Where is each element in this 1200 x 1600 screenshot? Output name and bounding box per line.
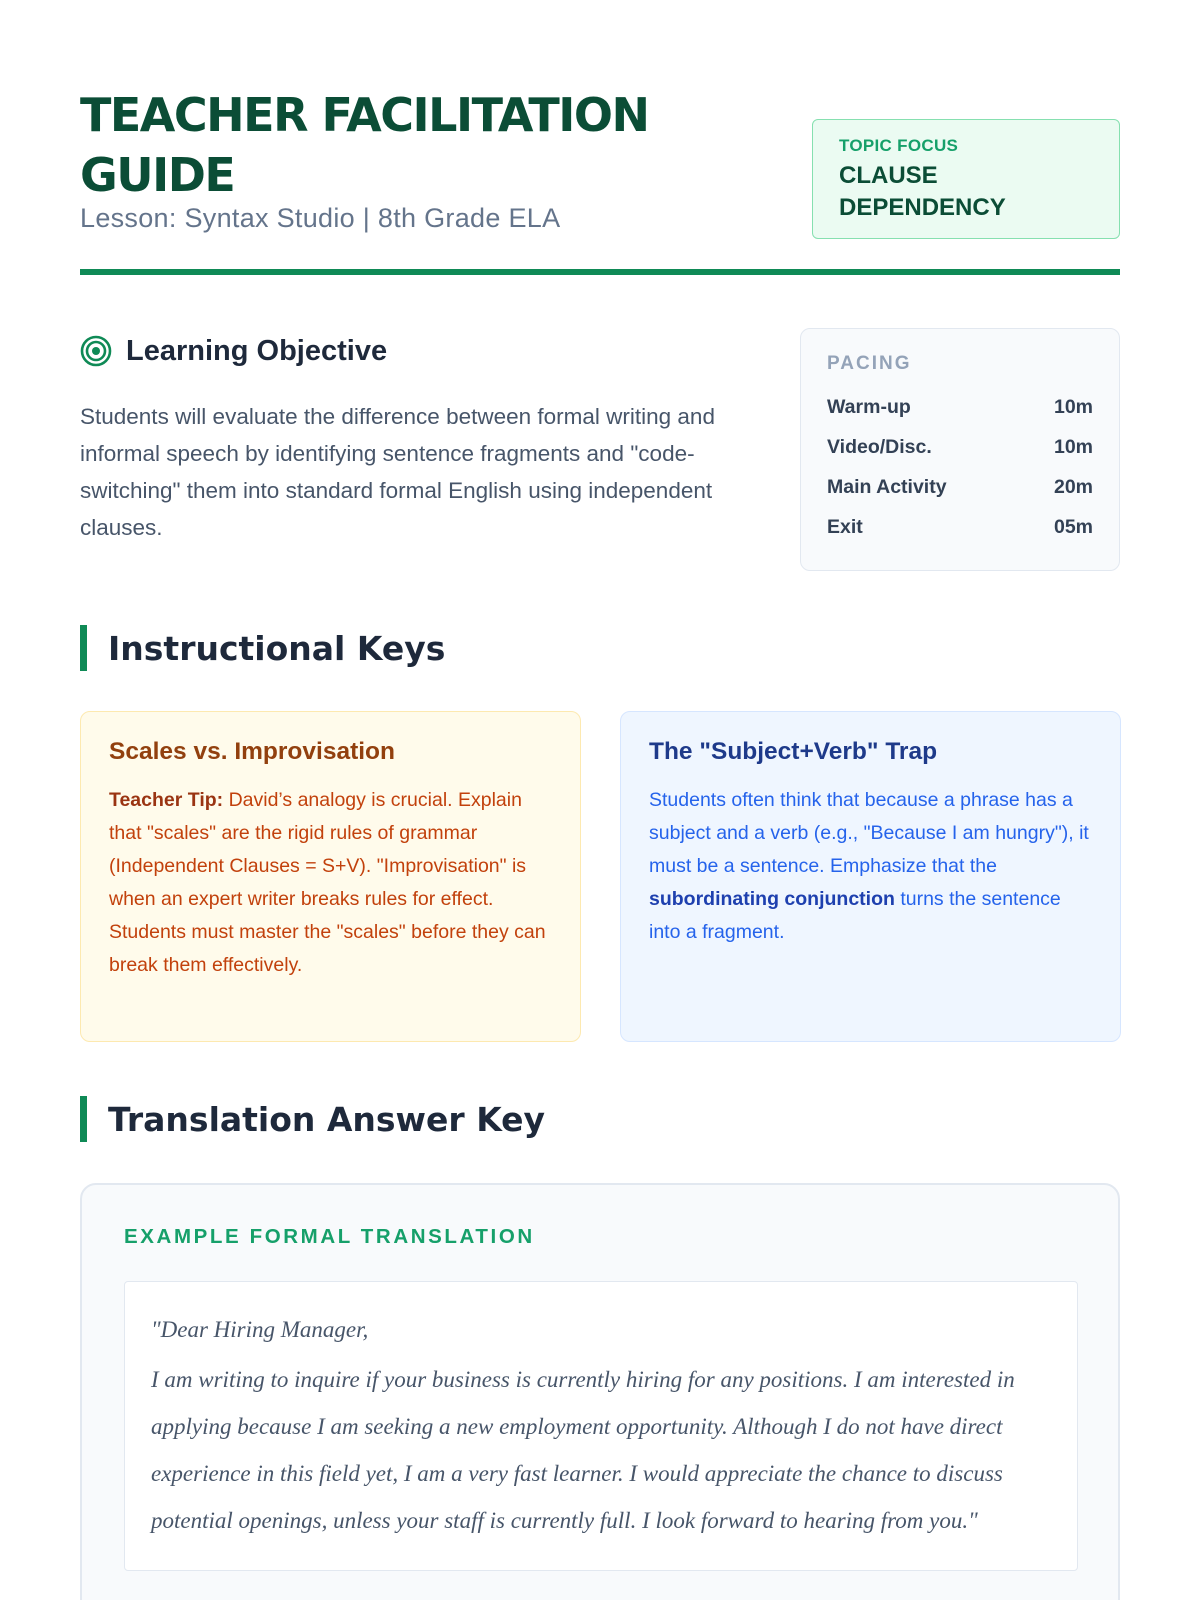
pacing-row-label: Exit	[827, 515, 863, 538]
topic-focus-value-line1: CLAUSE	[839, 162, 938, 189]
page	[80, 0, 1120, 1600]
lesson-subtitle: Lesson: Syntax Studio | 8th Grade ELA	[80, 203, 561, 233]
card-text	[649, 784, 1092, 949]
topic-focus-value-line2: DEPENDENCY	[839, 194, 1006, 221]
pacing-row-label: Warm-up	[827, 395, 911, 418]
pacing-row	[827, 467, 1093, 507]
topic-focus-label: TOPIC FOCUS	[839, 136, 959, 155]
pacing-row-time: 10m	[1053, 435, 1093, 458]
pacing-row	[827, 387, 1093, 427]
card-title: The "Subject+Verb" Trap	[649, 738, 938, 765]
quote-line: potential openings, unless your staff is currently full. I look forward to hearing from you."	[151, 1508, 978, 1533]
scales-improvisation-card	[80, 711, 581, 1042]
pacing-panel	[800, 328, 1120, 571]
quote-line: applying because I am seeking a new employment opportunity. Although I do not have direct	[151, 1414, 1003, 1439]
quote-line: "Dear Hiring Manager,	[151, 1317, 369, 1342]
topic-focus-value	[839, 160, 1093, 224]
card-text-before: Students often think that because a phrase has a subject and a verb (e.g., "Because I am hungry"), it must be a sentence. Emphasize that the	[649, 789, 1089, 877]
objective-text: Students will evaluate the difference between formal writing and informal speech by identifying sentence fragments and "code-switching" them into standard formal English using independent clauses.	[80, 404, 715, 540]
card-title: Scales vs. Improvisation	[109, 738, 395, 765]
pacing-row-label: Video/Disc.	[827, 435, 932, 458]
quote-line: experience in this field yet, I am a very fast learner. I would appreciate the chance to discuss	[151, 1461, 1003, 1486]
page-title: TEACHER FACILITATION GUIDE	[80, 88, 649, 202]
pacing-row-label: Main Activity	[827, 475, 947, 498]
subject-verb-trap-card	[620, 711, 1121, 1042]
pacing-title: PACING	[827, 353, 912, 374]
answer-key-label: EXAMPLE FORMAL TRANSLATION	[124, 1225, 535, 1248]
pacing-row-time: 20m	[1053, 475, 1093, 498]
answer-key-heading: Translation Answer Key	[80, 1096, 545, 1142]
target-icon	[80, 335, 112, 367]
pacing-row	[827, 427, 1093, 467]
teacher-tip-text: David’s analogy is crucial. Explain that "scales" are the rigid rules of grammar (Independent Clauses = S+V). "Improvisation" is when an expert writer breaks rules for effect. Students must master the "scales" before they can break them effectively.	[109, 789, 546, 976]
objective-heading	[80, 333, 387, 369]
topic-focus-badge	[812, 119, 1120, 239]
objective-title: Learning Objective	[126, 334, 388, 367]
document-header	[80, 85, 1120, 275]
pacing-row-time: 10m	[1053, 395, 1093, 418]
card-text	[109, 784, 552, 982]
pacing-row-time: 05m	[1053, 515, 1093, 538]
quote-line: I am writing to inquire if your business is currently hiring for any positions. I am interested in	[151, 1367, 1015, 1392]
formal-translation-quote	[124, 1281, 1078, 1571]
pacing-row	[827, 507, 1093, 547]
card-text-emphasis: subordinating conjunction	[649, 888, 895, 910]
card-text-after: turns the sentence into a fragment.	[649, 888, 1061, 943]
instructional-keys-heading: Instructional Keys	[80, 625, 445, 671]
teacher-tip-label: Teacher Tip:	[109, 789, 224, 811]
answer-key-box	[80, 1183, 1120, 1600]
